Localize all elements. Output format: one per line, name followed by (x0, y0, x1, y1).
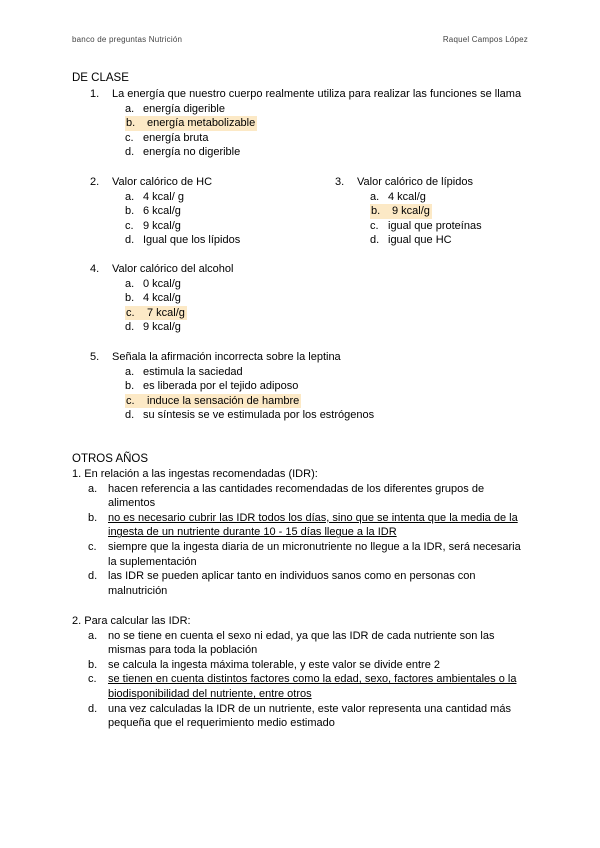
option-letter: b. (125, 380, 135, 393)
option-letter: c. (370, 219, 379, 232)
question-4 (90, 262, 233, 335)
option-text: 4 kcal/ g (143, 190, 184, 203)
option-text-underlined: no es necesario cubrir las IDR todos los días, sino que se intenta que la media de la ingesta de un nutriente durante 10 - 15 días llegue a la IDR (108, 511, 518, 539)
option-letter: b. (125, 292, 135, 305)
question-number: 5. (90, 351, 100, 363)
question-text: Valor calórico del alcohol (112, 263, 234, 275)
option-a (88, 629, 532, 658)
question-text: Valor calórico de lípidos (357, 176, 473, 188)
option-a (370, 190, 482, 205)
option-text-highlighted: energía metabolizable (147, 117, 256, 130)
option-b (125, 291, 233, 306)
question-1 (90, 87, 521, 160)
option-b (125, 379, 374, 394)
option-letter: c. (125, 131, 134, 144)
option-text: se calcula la ingesta máxima tolerable, y este valor se divide entre 2 (108, 658, 441, 671)
option-letter: a. (125, 190, 135, 203)
option-letter: b. (125, 205, 135, 218)
option-text: 4 kcal/g (388, 190, 426, 203)
option-c-correct (88, 672, 532, 701)
question-text: 2. Para calcular las IDR: (72, 615, 191, 627)
option-d (125, 145, 521, 160)
option-d (88, 702, 532, 731)
option-text-highlighted: 7 kcal/g (147, 306, 185, 319)
option-letter: d. (88, 702, 98, 715)
option-letter: d. (88, 570, 98, 583)
header-left: banco de preguntas Nutrición (72, 35, 183, 44)
option-a (125, 277, 233, 292)
option-letter: b. (125, 116, 146, 131)
option-text: 9 kcal/g (143, 321, 181, 334)
option-d (370, 233, 482, 248)
option-letter: c. (125, 394, 146, 409)
option-text: estimula la saciedad (143, 365, 243, 378)
option-text: siempre que la ingesta diaria de un micronutriente no llegue a la IDR, será necesaria la suplementación (108, 540, 521, 568)
option-text: igual que proteínas (388, 219, 482, 232)
option-letter: b. (88, 511, 98, 524)
header-right: Raquel Campos López (442, 35, 528, 44)
option-text-highlighted: 9 kcal/g (392, 205, 430, 218)
option-text: energía bruta (143, 131, 209, 144)
section-title-de-clase: DE CLASE (72, 72, 129, 84)
option-letter: c. (88, 540, 97, 553)
option-letter: d. (125, 409, 135, 422)
option-text: es liberada por el tejido adiposo (143, 380, 299, 393)
option-c (88, 540, 532, 569)
option-letter: b. (88, 658, 98, 671)
option-b-correct (125, 116, 521, 131)
option-letter: d. (370, 234, 380, 247)
option-text: 0 kcal/g (143, 277, 181, 290)
option-b-correct (88, 511, 532, 540)
question-text: Señala la afirmación incorrecta sobre la leptina (112, 351, 341, 363)
option-letter: d. (125, 146, 135, 159)
option-text: no se tiene en cuenta el sexo ni edad, ya que las IDR de cada nutriente son las mismas para toda la población (108, 629, 495, 657)
question-number: 4. (90, 263, 100, 275)
option-letter: d. (125, 234, 135, 247)
option-letter: a. (88, 629, 98, 642)
option-c (370, 219, 482, 234)
option-a (125, 102, 521, 117)
option-letter: c. (125, 219, 134, 232)
option-d (88, 569, 532, 598)
question-number: 3. (335, 176, 345, 188)
option-text: su síntesis se ve estimulada por los estrógenos (143, 409, 375, 422)
question-idr-2 (72, 614, 532, 731)
option-c (125, 131, 521, 146)
option-letter: c. (88, 673, 97, 686)
option-a-correct (125, 190, 240, 205)
question-text: 1. En relación a las ingestas recomendadas (IDR): (72, 468, 318, 480)
option-text: Igual que los lípidos (143, 234, 241, 247)
question-2 (90, 175, 240, 248)
option-letter: a. (125, 102, 135, 115)
option-b-correct (370, 204, 482, 219)
question-text: La energía que nuestro cuerpo realmente utiliza para realizar las funciones se llama (112, 88, 522, 100)
option-text-highlighted: induce la sensación de hambre (147, 394, 300, 407)
option-letter: b. (370, 204, 391, 219)
option-d (125, 408, 374, 423)
question-3 (335, 175, 482, 248)
option-letter: a. (88, 482, 98, 495)
option-b (125, 204, 240, 219)
option-text: 9 kcal/g (143, 219, 181, 232)
option-c-correct (125, 306, 233, 321)
option-letter: a. (125, 365, 135, 378)
option-text: 4 kcal/g (143, 292, 181, 305)
option-c (125, 219, 240, 234)
option-text: igual que HC (388, 234, 452, 247)
option-d (125, 320, 233, 335)
option-letter: c. (125, 306, 146, 321)
option-text: energía no digerible (143, 146, 241, 159)
option-d (125, 233, 240, 248)
option-a (125, 365, 374, 380)
option-c-correct (125, 394, 374, 409)
question-number: 1. (90, 88, 100, 100)
option-text: una vez calculadas la IDR de un nutriente, este valor representa una cantidad más pequeña que el requerimiento medio estimado (108, 702, 511, 730)
option-letter: d. (125, 321, 135, 334)
option-text: energía digerible (143, 102, 225, 115)
question-idr-1 (72, 467, 532, 598)
option-text: hacen referencia a las cantidades recomendadas de los diferentes grupos de alimentos (108, 482, 485, 510)
question-text: Valor calórico de HC (112, 176, 213, 188)
option-letter: a. (125, 277, 135, 290)
option-b (88, 658, 532, 673)
question-5 (90, 350, 374, 423)
option-text: las IDR se pueden aplicar tanto en individuos sanos como en personas con malnutrición (108, 570, 476, 597)
option-a (88, 482, 532, 511)
option-text: 6 kcal/g (143, 205, 181, 218)
option-letter: a. (370, 190, 380, 203)
section-title-otros-anos: OTROS AÑOS (72, 453, 149, 465)
question-number: 2. (90, 176, 100, 188)
option-text-underlined: se tienen en cuenta distintos factores como la edad, sexo, factores ambientales o la biodisponibilidad del nutriente, entre otros (108, 673, 517, 700)
